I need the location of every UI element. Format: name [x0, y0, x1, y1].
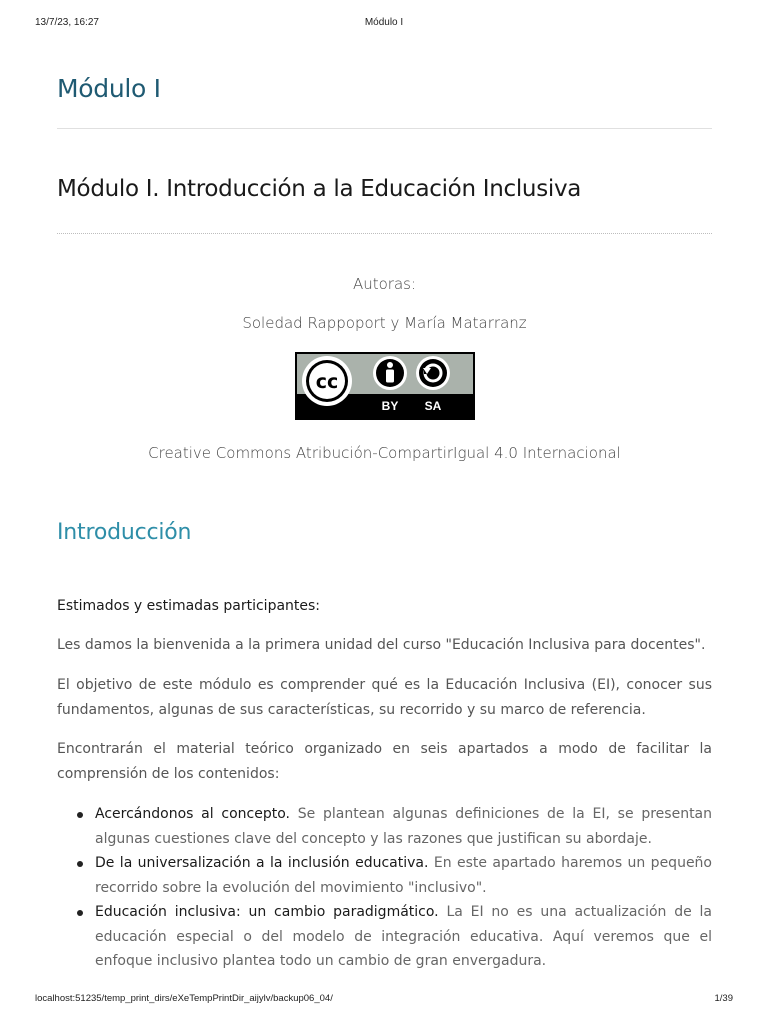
- bullet-icon: [77, 812, 83, 818]
- topic-lead: De la universalización a la inclusión educativa.: [95, 855, 429, 871]
- badge-label-by: BY: [381, 399, 399, 413]
- topic-text: La EI no es una actualización de la educación especial o del modelo de integración educativa. Aquí veremos que el enfoque inclusivo plantea todo un cambio de gran envergadura.: [95, 904, 712, 969]
- list-item: [95, 851, 712, 900]
- page-heading: Módulo I. Introducción a la Educación Inclusiva: [57, 176, 582, 202]
- topics-list: [57, 802, 712, 974]
- paragraph-welcome: Les damos la bienvenida a la primera unidad del curso "Educación Inclusiva para docentes".: [57, 637, 706, 653]
- print-date: 13/7/23, 16:27: [35, 17, 99, 28]
- authors-names: Soledad Rappoport y María Matarranz: [242, 314, 527, 332]
- paragraph-organization: Encontrarán el material teórico organizado en seis apartados a modo de facilitar la comprensión de los contenidos:: [57, 741, 712, 782]
- list-item: [95, 802, 712, 851]
- badge-label-sa: SA: [424, 399, 442, 413]
- license-text: Creative Commons Atribución-CompartirIgual 4.0 Internacional: [148, 444, 621, 462]
- bullet-icon: [77, 910, 83, 916]
- topic-lead: Acercándonos al concepto.: [95, 806, 290, 822]
- list-item: [95, 900, 712, 974]
- greeting: Estimados y estimadas participantes:: [57, 598, 321, 614]
- svg-text:cc: cc: [315, 371, 339, 393]
- paragraph-objective: El objetivo de este módulo es comprender qué es la Educación Inclusiva (EI), conocer sus fundamentos, algunas de sus características, su recorrido y su marco de referencia.: [57, 677, 712, 718]
- print-header: [35, 17, 733, 28]
- print-footer: [35, 993, 733, 1004]
- cc-by-sa-badge-icon: [295, 352, 475, 420]
- page-number: 1/39: [714, 993, 733, 1004]
- intro-heading: Introducción: [57, 520, 192, 545]
- title-divider: [57, 128, 712, 129]
- topic-text: En este apartado haremos un pequeño recorrido sobre la evolución del movimiento "inclusivo".: [95, 855, 712, 896]
- footer-url[interactable]: localhost:51235/temp_print_dirs/eXeTempPrintDir_aijylv/backup06_04/: [35, 993, 333, 1004]
- heading-divider: [57, 233, 712, 234]
- topic-lead: Educación inclusiva: un cambio paradigmático.: [95, 904, 439, 920]
- module-title: Módulo I: [57, 74, 161, 103]
- authors-label: Autoras:: [352, 275, 417, 293]
- print-title: Módulo I: [364, 17, 404, 28]
- topic-text: Se plantean algunas definiciones de la EI, se presentan algunas cuestiones clave del concepto y las razones que justifican su abordaje.: [95, 806, 713, 847]
- bullet-icon: [77, 861, 83, 867]
